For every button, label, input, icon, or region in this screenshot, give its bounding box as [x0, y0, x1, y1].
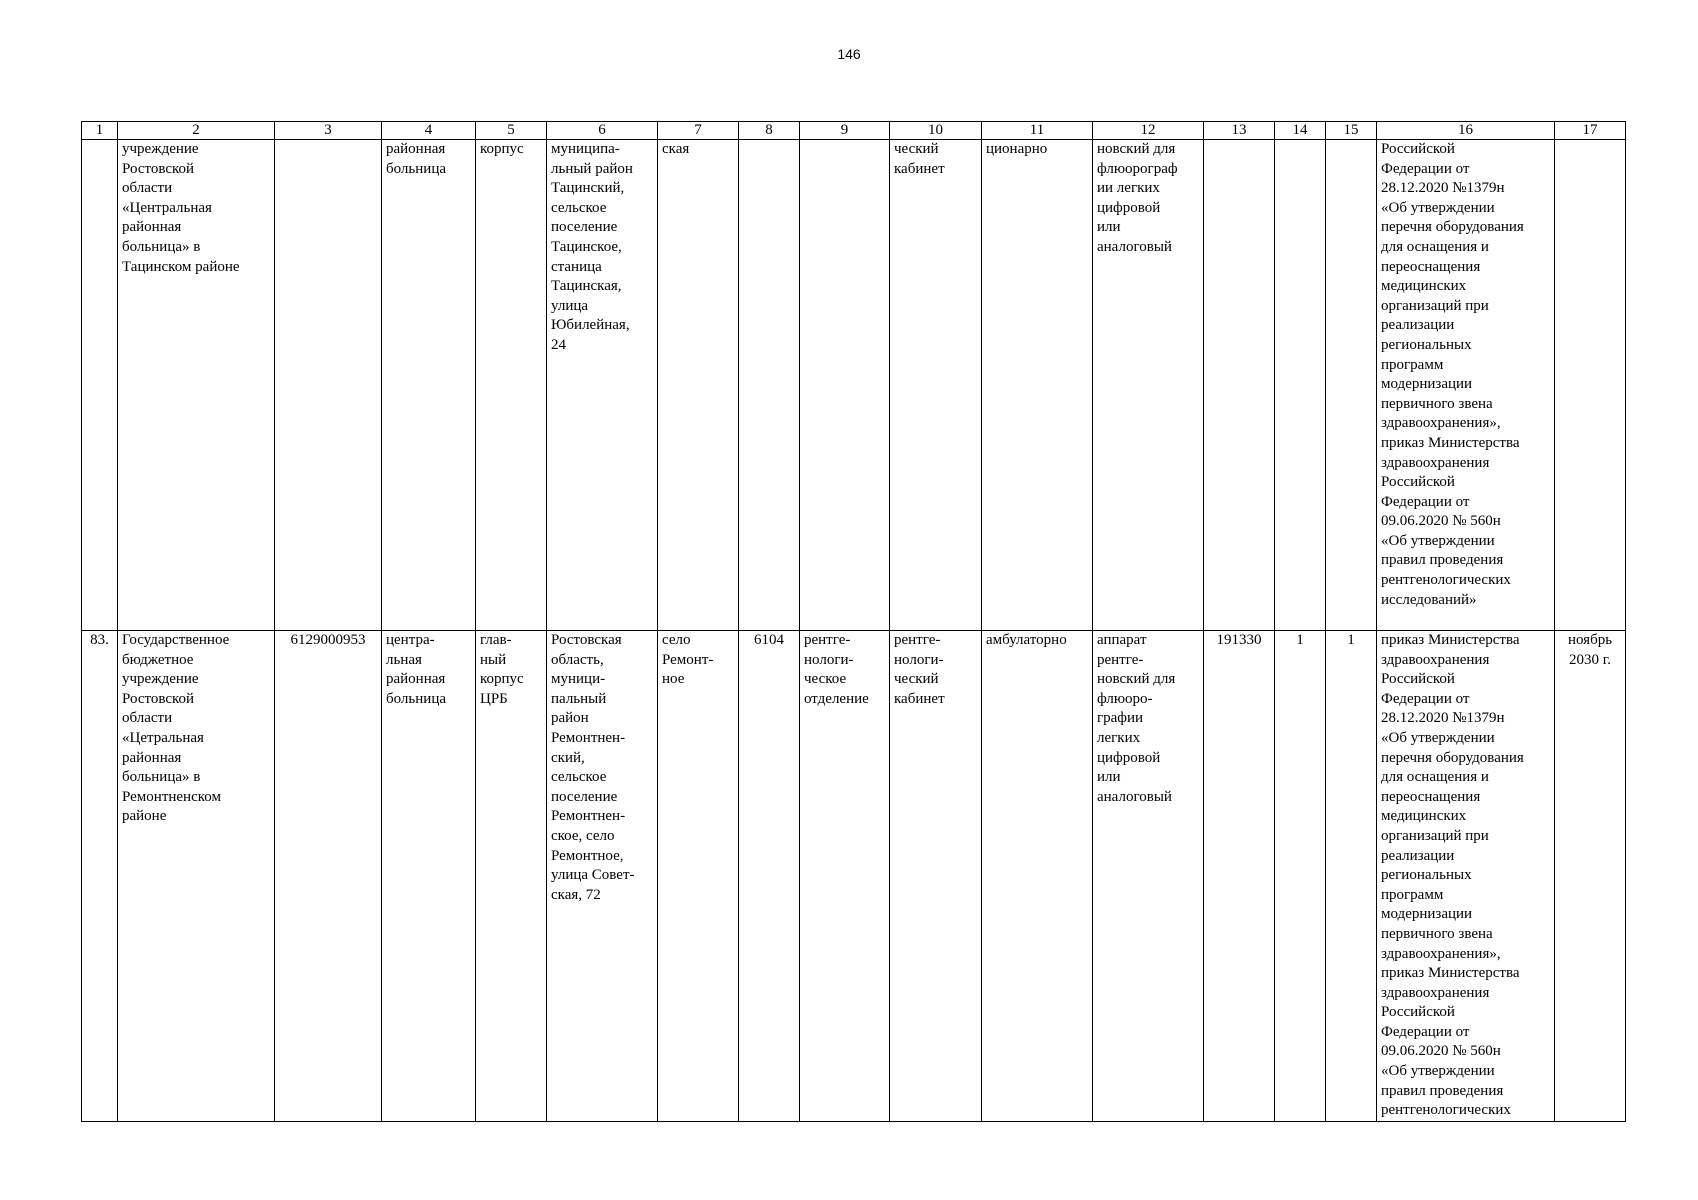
cell-cabinet: рентге- нологи- ческий кабинет	[890, 631, 982, 1122]
page-number: 146	[837, 46, 861, 62]
header-cell-14: 14	[1275, 122, 1326, 140]
header-cell-12: 12	[1093, 122, 1204, 140]
cell-facility-type: центра- льная районная больница	[382, 631, 476, 1122]
cell-legal-basis: приказ Министерства здравоохранения Российской Федерации от 28.12.2020 №1379н «Об утверждении перечня оборудования для оснащения и переоснащения медицинских организаций при реализации региональных программ модернизации первичного звена здравоохранения», приказ Министерства здравоохранения Российской Федерации от 09.06.2020 № 560н «Об утверждении правил проведения рентгенологических	[1377, 631, 1555, 1122]
cell-code	[275, 140, 382, 631]
cell-quantity-b: 1	[1326, 631, 1377, 1122]
header-cell-4: 4	[382, 122, 476, 140]
cell-address: муниципа- льный район Тацинский, сельское поселение Тацинское, станица Тацинская, улица Юбилейная, 24	[547, 140, 658, 631]
header-cell-8: 8	[739, 122, 800, 140]
cell-department: рентге- нологи- ческое отделение	[800, 631, 890, 1122]
header-cell-13: 13	[1204, 122, 1275, 140]
header-cell-9: 9	[800, 122, 890, 140]
header-cell-10: 10	[890, 122, 982, 140]
cell-organization: учреждение Ростовской области «Центральная районная больница» в Тацинском районе	[118, 140, 275, 631]
cell-care-condition: амбулаторно	[982, 631, 1093, 1122]
equipment-table	[81, 121, 1626, 1122]
cell-address: Ростовская область, муници- пальный район Ремонтнен- ский, сельское поселение Ремонтнен- ское, село Ремонтное, улица Совет- ская, 72	[547, 631, 658, 1122]
cell-code: 6129000953	[275, 631, 382, 1122]
cell-organization: Государственное бюджетное учреждение Ростовской области «Цетральная районная больница» в Ремонтненском районе	[118, 631, 275, 1122]
header-row	[82, 122, 1626, 140]
cell-deadline	[1555, 140, 1626, 631]
cell-building: корпус	[476, 140, 547, 631]
cell-settlement: село Ремонт- ное	[658, 631, 739, 1122]
cell-region-code	[739, 140, 800, 631]
cell-care-condition: ционарно	[982, 140, 1093, 631]
header-cell-2: 2	[118, 122, 275, 140]
table-row	[82, 631, 1626, 1122]
header-cell-17: 17	[1555, 122, 1626, 140]
cell-department	[800, 140, 890, 631]
cell-quantity-b	[1326, 140, 1377, 631]
cell-facility-type: районная больница	[382, 140, 476, 631]
cell-equipment: аппарат рентге- новский для флюоро- графии легких цифровой или аналоговый	[1093, 631, 1204, 1122]
cell-cabinet: ческий кабинет	[890, 140, 982, 631]
header-cell-3: 3	[275, 122, 382, 140]
header-cell-1: 1	[82, 122, 118, 140]
cell-deadline: ноябрь 2030 г.	[1555, 631, 1626, 1122]
header-cell-15: 15	[1326, 122, 1377, 140]
header-cell-16: 16	[1377, 122, 1555, 140]
header-cell-5: 5	[476, 122, 547, 140]
cell-equipment: новский для флюорограф ии легких цифровой или аналоговый	[1093, 140, 1204, 631]
cell-number: 83.	[82, 631, 118, 1122]
header-cell-7: 7	[658, 122, 739, 140]
cell-quantity-a	[1275, 140, 1326, 631]
cell-region-code: 6104	[739, 631, 800, 1122]
cell-number	[82, 140, 118, 631]
cell-settlement: ская	[658, 140, 739, 631]
cell-equipment-code	[1204, 140, 1275, 631]
cell-building: глав- ный корпус ЦРБ	[476, 631, 547, 1122]
header-cell-11: 11	[982, 122, 1093, 140]
cell-quantity-a: 1	[1275, 631, 1326, 1122]
header-cell-6: 6	[547, 122, 658, 140]
cell-legal-basis: Российской Федерации от 28.12.2020 №1379н «Об утверждении перечня оборудования для оснащения и переоснащения медицинских организаций при реализации региональных программ модернизации первичного звена здравоохранения», приказ Министерства здравоохранения Российской Федерации от 09.06.2020 № 560н «Об утверждении правил проведения рентгенологических исследований»	[1377, 140, 1555, 631]
cell-equipment-code: 191330	[1204, 631, 1275, 1122]
table-row	[82, 140, 1626, 631]
